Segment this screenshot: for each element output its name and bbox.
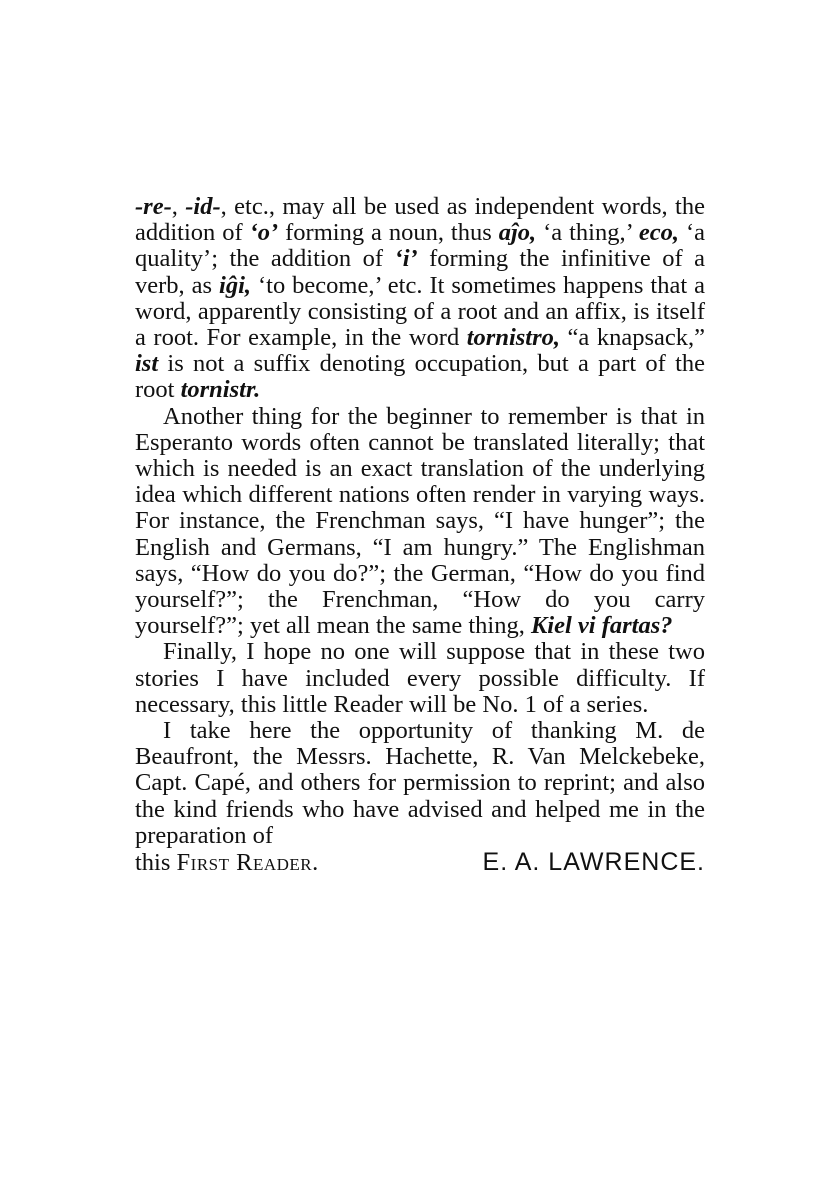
text-run: ‘a quality’; the addition of	[135, 219, 705, 273]
text-run: “a knapsack,”	[560, 324, 706, 352]
closing-text	[135, 850, 319, 876]
word-ajo: aĵo,	[498, 219, 537, 247]
text-run: forming a noun, thus	[278, 219, 499, 247]
word-ist: ist	[135, 350, 159, 378]
text-run: ,	[171, 193, 186, 220]
signature-line	[135, 849, 705, 876]
author-signature: E. A. LAWRENCE.	[482, 848, 705, 877]
text-run: Another thing for the beginner to remember is that in Esperanto words often cannot be translated literally; that which is needed is an exact translation of the underlying idea which different nations often render in varying ways. For instance, the Frenchman says, “I have hunger”; the English and Germans, “I am hungry.” The Englishman says, “How do you do?”; the German, “How do you find yourself?”; the Frenchman, “How do you carry yourself?”; yet all mean the same thing,	[135, 402, 705, 640]
paragraph-thanks: I take here the opportunity of thanking M. de Beaufront, the Messrs. Hachette, R. Van Melckebeke, Capt. Capé, and others for permission to reprint; and also the kind friends who have advised and helped me in the preparation of	[135, 717, 705, 849]
letter-i: ‘i’	[394, 245, 418, 273]
page-body	[135, 194, 705, 876]
text-run: is not a suffix denoting occupation, but a part of the root	[135, 350, 705, 404]
book-title: First Reader.	[176, 849, 319, 877]
paragraph-translation	[135, 404, 705, 640]
text-run: , etc., may all be used as independent words, the addition of	[135, 193, 705, 247]
word-eco: eco,	[638, 219, 679, 247]
affix-id: -id-	[185, 193, 221, 220]
word-tornistr: tornistr.	[180, 376, 261, 404]
text-run: this	[135, 849, 177, 877]
affix-re: -re-	[135, 193, 172, 220]
paragraph-affixes	[135, 194, 705, 404]
phrase-kiel-vi-fartas: Kiel vi fartas?	[530, 612, 673, 640]
letter-o: ‘o’	[249, 219, 279, 247]
text-run: ‘to become,’ etc. It sometimes happens that a word, apparently consisting of a root and an affix, is itself a root. For example, in the word	[135, 271, 705, 352]
text-run: forming the infinitive of a verb, as	[135, 245, 705, 299]
word-tornistro: tornistro,	[466, 324, 561, 352]
text-run: ‘a thing,’	[536, 219, 639, 247]
word-igi: iĝi,	[219, 271, 252, 299]
paragraph-finally: Finally, I hope no one will suppose that in these two stories I have included every possible difficulty. If necessary, this little Reader will be No. 1 of a series.	[135, 638, 705, 718]
